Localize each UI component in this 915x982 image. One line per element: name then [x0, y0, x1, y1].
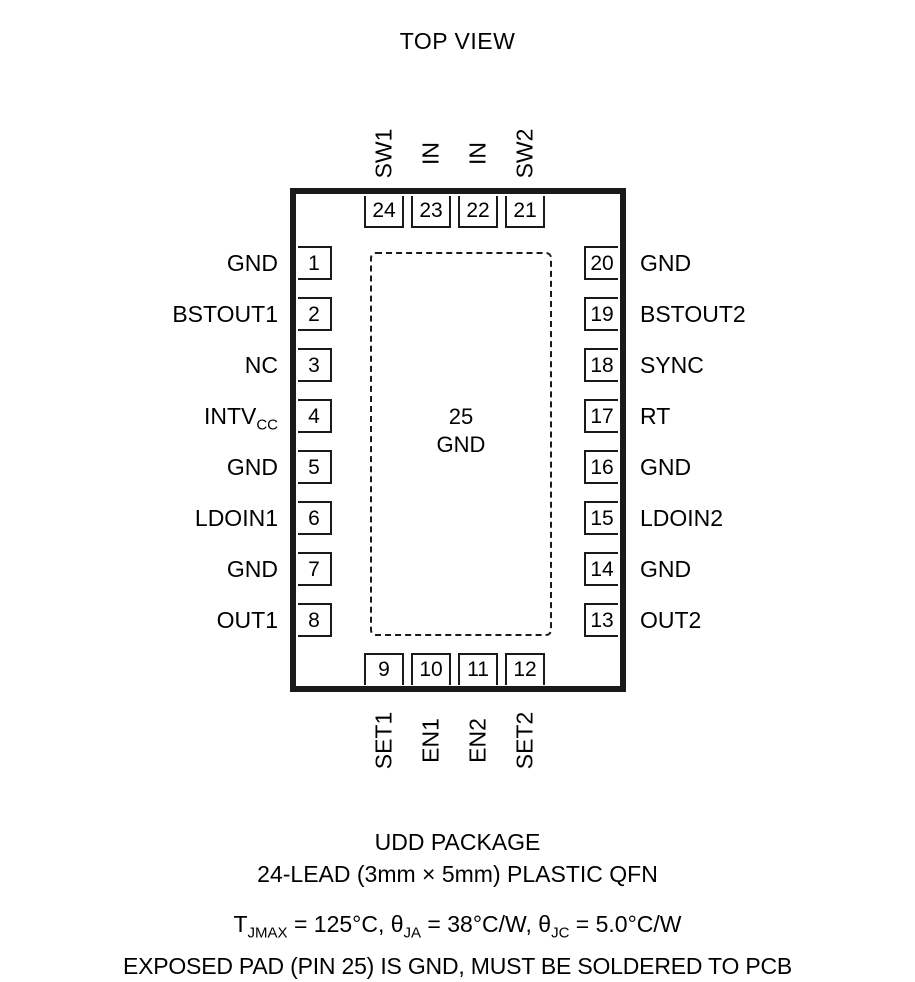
pin-label-rt: RT: [640, 403, 671, 429]
thermal-end: = 5.0°C/W: [569, 911, 682, 937]
pin-pad-7: 7: [298, 552, 332, 586]
pin-label-intvcc: INTV: [203, 403, 257, 429]
pin-label-en2: EN2: [464, 718, 491, 763]
thermal-sub-ja: JA: [403, 924, 422, 942]
pin-label-intvcc-subscript: CC: [256, 416, 278, 434]
page-title: TOP VIEW: [399, 28, 516, 54]
pin-pad-14: 14: [584, 552, 618, 586]
pin-pad-20: 20: [584, 246, 618, 280]
pin-label-in-23: IN: [417, 142, 444, 165]
pin-label-nc: NC: [244, 352, 278, 378]
pin-label-gnd-5: GND: [226, 454, 278, 480]
exposed-pad-number: 25: [448, 404, 474, 429]
exposed-pad-note: EXPOSED PAD (PIN 25) IS GND, MUST BE SOLDERED TO PCB: [122, 952, 793, 979]
pin-label-gnd-16: GND: [640, 454, 692, 480]
pin-label-sw1: SW1: [370, 128, 397, 179]
pin-pad-2: 2: [298, 297, 332, 331]
pin-label-out2: OUT2: [640, 607, 702, 633]
pin-label-out1: OUT1: [216, 607, 278, 633]
pin-pad-17: 17: [584, 399, 618, 433]
pin-pad-22: 22: [458, 196, 498, 228]
thermal-mid-2: = 38°C/W, θ: [421, 911, 552, 937]
pin-pad-19: 19: [584, 297, 618, 331]
package-description: 24-LEAD (3mm × 5mm) PLASTIC QFN: [257, 861, 658, 887]
pin-pad-4: 4: [298, 399, 332, 433]
pin-pad-18: 18: [584, 348, 618, 382]
pin-pad-21: 21: [505, 196, 545, 228]
pin-label-gnd-7: GND: [226, 556, 278, 582]
pin-pad-10: 10: [411, 653, 451, 685]
pin-pad-16: 16: [584, 450, 618, 484]
pin-pad-23: 23: [411, 196, 451, 228]
pin-label-ldoin1: LDOIN1: [194, 505, 278, 531]
thermal-sub-jmax: JMAX: [247, 924, 288, 942]
pin-label-bstout2: BSTOUT2: [640, 301, 746, 327]
pin-pad-13: 13: [584, 603, 618, 637]
thermal-mid-1: = 125°C, θ: [287, 911, 404, 937]
pin-pad-24: 24: [364, 196, 404, 228]
pin-pad-11: 11: [458, 653, 498, 685]
pin-label-gnd-20: GND: [640, 250, 692, 276]
pin-pad-12: 12: [505, 653, 545, 685]
thermal-prefix: T: [233, 911, 248, 937]
thermal-spec: [0, 908, 915, 950]
package-name: UDD PACKAGE: [374, 829, 541, 855]
exposed-pad-label: [370, 403, 552, 459]
pin-pad-3: 3: [298, 348, 332, 382]
pin-pad-1: 1: [298, 246, 332, 280]
pin-label-sw2: SW2: [511, 128, 538, 179]
exposed-pad-name: GND: [436, 432, 486, 457]
pin-pad-9: 9: [364, 653, 404, 685]
pin-pad-15: 15: [584, 501, 618, 535]
pin-label-in-22: IN: [464, 142, 491, 165]
pin-label-en1: EN1: [417, 718, 444, 763]
pin-pad-5: 5: [298, 450, 332, 484]
pin-label-set2: SET2: [511, 711, 538, 770]
pin-label-sync: SYNC: [640, 352, 704, 378]
pin-label-gnd-14: GND: [640, 556, 692, 582]
thermal-sub-jc: JC: [551, 924, 570, 942]
pin-label-gnd-1: GND: [226, 250, 278, 276]
pin-label-set1: SET1: [370, 711, 397, 770]
pin-label-ldoin2: LDOIN2: [640, 505, 724, 531]
pin-pad-8: 8: [298, 603, 332, 637]
pin-label-bstout1: BSTOUT1: [172, 301, 278, 327]
pin-pad-6: 6: [298, 501, 332, 535]
